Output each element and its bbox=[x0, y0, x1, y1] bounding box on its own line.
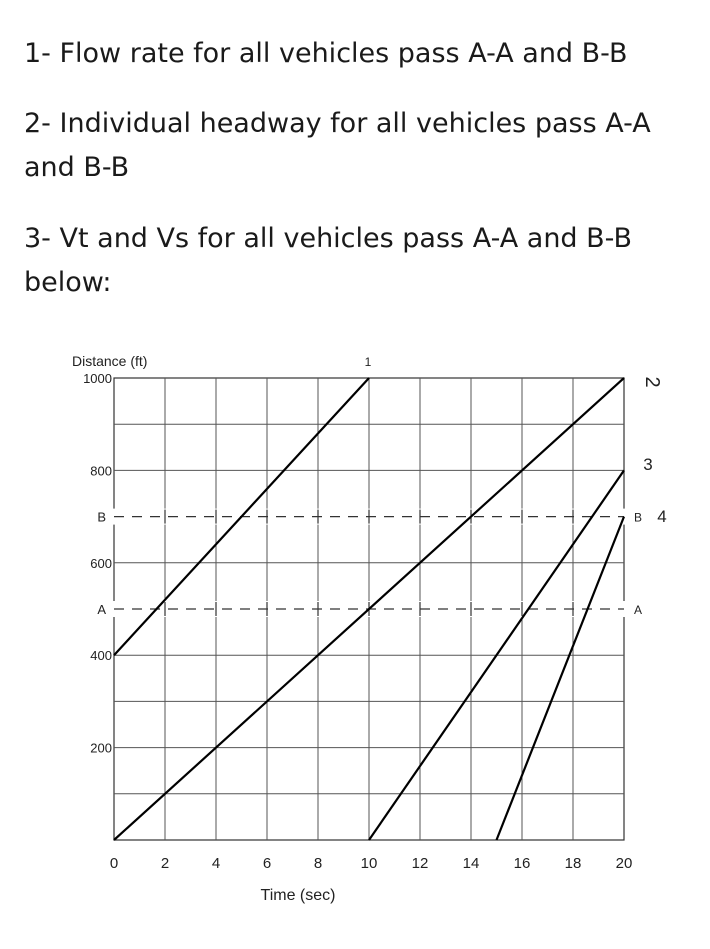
x-tick-label: 16 bbox=[513, 855, 531, 872]
y-tick-label: 200 bbox=[90, 740, 112, 756]
question-1: 1- Flow rate for all vehicles pass A-A and B-B bbox=[24, 38, 628, 69]
trajectory-label-4: 4 bbox=[657, 507, 667, 526]
reference-label-left: A bbox=[97, 602, 106, 617]
trajectory-label-2: 2 bbox=[641, 376, 663, 388]
reference-label-right: A bbox=[634, 603, 643, 617]
x-tick-label: 6 bbox=[262, 855, 272, 872]
x-tick-label: 8 bbox=[313, 855, 323, 872]
reference-label-left: B bbox=[97, 509, 106, 525]
y-tick-label: 1000 bbox=[83, 371, 112, 386]
x-tick-label: 20 bbox=[615, 855, 633, 872]
trajectory-4 bbox=[497, 517, 625, 840]
x-tick-label: 0 bbox=[109, 855, 119, 872]
trajectory-label-1: 1 bbox=[364, 355, 372, 369]
x-tick-label: 2 bbox=[160, 855, 170, 872]
question-3: 3- Vt and Vs for all vehicles pass A-A and B-B below: bbox=[24, 223, 632, 298]
x-axis-label: Time (sec) bbox=[260, 887, 336, 904]
trajectory-label-3: 3 bbox=[643, 455, 653, 474]
question-2: 2- Individual headway for all vehicles pass A-A and B-B bbox=[24, 108, 651, 183]
x-tick-label: 18 bbox=[564, 855, 582, 872]
y-tick-label: 400 bbox=[90, 648, 112, 664]
x-tick-label: 10 bbox=[360, 855, 378, 872]
x-tick-label: 14 bbox=[462, 855, 480, 872]
trajectories bbox=[114, 355, 667, 840]
y-tick-label: 800 bbox=[90, 463, 112, 479]
x-tick-label: 4 bbox=[211, 855, 221, 872]
x-tick-label: 12 bbox=[411, 855, 429, 872]
time-space-diagram bbox=[0, 330, 710, 930]
y-tick-label: 600 bbox=[90, 555, 112, 571]
y-axis-label: Distance (ft) bbox=[72, 353, 148, 369]
reference-label-right: B bbox=[634, 510, 643, 525]
